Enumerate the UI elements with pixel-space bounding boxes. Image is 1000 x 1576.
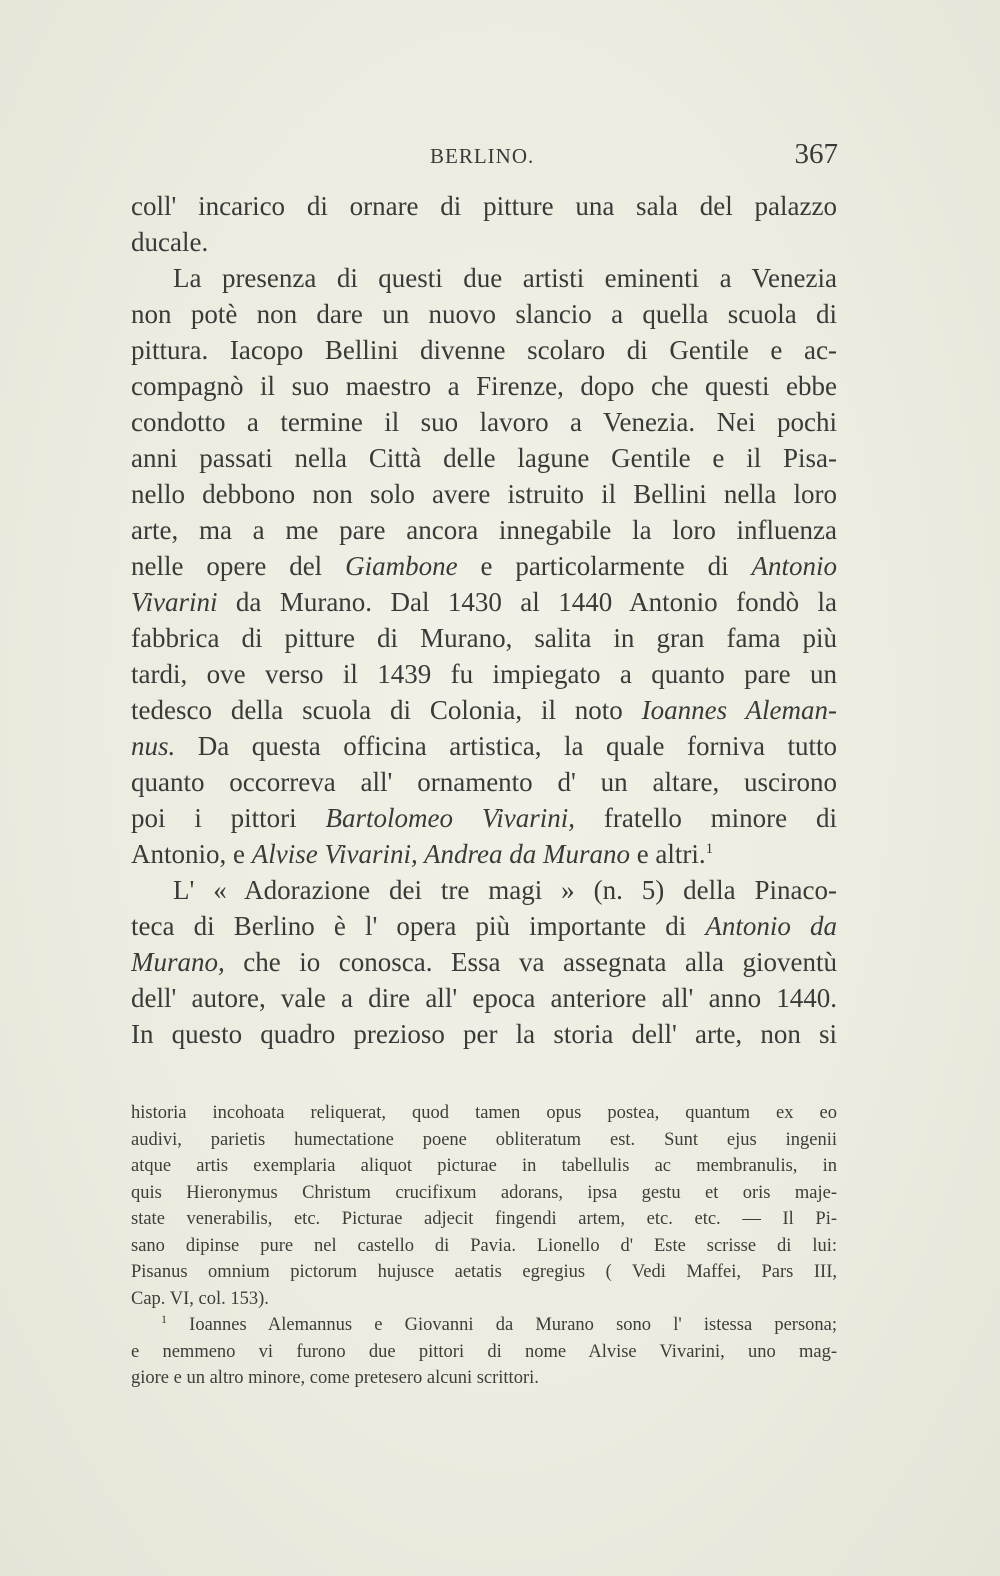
- text-line: quanto occorreva all' ornamento d' un altare, uscirono: [131, 767, 837, 797]
- footnote-line: sano dipinse pure nel castello di Pavia. Lionello d' Este scrisse di lui:: [131, 1235, 837, 1256]
- text-line: condotto a termine il suo lavoro a Venezia. Nei pochi: [131, 407, 837, 437]
- text-run: che io conosca. Essa va assegnata alla gioventù: [224, 947, 837, 977]
- main-text: [131, 188, 837, 1052]
- text-line: [131, 692, 837, 728]
- text-line: dell' autore, vale a dire all' epoca anteriore all' anno 1440.: [131, 983, 837, 1013]
- footnote-line: atque artis exemplaria aliquot picturae in tabellulis ac membranulis, in: [131, 1156, 837, 1176]
- text-run: da Murano. Dal 1430 al 1440 Antonio fondò la: [217, 587, 837, 617]
- running-head: BERLINO.: [430, 144, 535, 168]
- italic-name-alvise: Alvise Vivarini, Andrea da Murano: [251, 839, 630, 869]
- italic-name-vivarini: Vivarini: [131, 587, 218, 617]
- footnote-line: giore e un altro minore, come pretesero alcuni scrittori.: [131, 1368, 539, 1388]
- footnote-ref: 1: [705, 841, 714, 857]
- text-line: tardi, ove verso il 1439 fu impiegato a quanto pare un: [131, 659, 837, 689]
- text-run: e particolarmente di: [457, 551, 752, 581]
- text-run: tedesco della scuola di Colonia, il noto: [131, 695, 642, 725]
- text-line: anni passati nella Città delle lagune Gentile e il Pisa-: [131, 443, 837, 473]
- text-run: fratello minore di: [575, 803, 837, 833]
- footnote-line: Cap. VI, col. 153).: [131, 1288, 269, 1309]
- text-line: L' « Adorazione dei tre magi » (n. 5) della Pinaco-: [173, 875, 837, 905]
- text-line: ducale.: [131, 227, 209, 257]
- text-line: [131, 944, 837, 980]
- footnotes: [131, 1100, 837, 1392]
- italic-name-ioannes: Ioannes Aleman-: [641, 695, 837, 725]
- text-line: [131, 548, 837, 584]
- footnote-line: [131, 1312, 837, 1339]
- text-line: La presenza di questi due artisti eminenti a Venezia: [173, 263, 837, 293]
- text-line: non potè non dare un nuovo slancio a quella scuola di: [131, 299, 837, 329]
- text-line: nello debbono non solo avere istruito il Bellini nella loro: [131, 479, 837, 509]
- text-run: Da questa officina artistica, la quale forniva tutto: [175, 731, 837, 761]
- text-line: [131, 728, 837, 764]
- text-run: Antonio, e: [131, 839, 252, 869]
- text-line: [131, 908, 837, 944]
- footnote-line: state venerabilis, etc. Picturae adjecit fingendi artem, etc. etc. — Il Pi-: [131, 1209, 837, 1229]
- footnote-marker: 1: [161, 1312, 167, 1326]
- italic-name-giambone: Giambone: [345, 551, 458, 581]
- text-line: arte, ma a me pare ancora innegabile la loro influenza: [131, 515, 837, 545]
- text-line: coll' incarico di ornare di pitture una sala del palazzo: [131, 191, 837, 221]
- footnote-line: historia incohoata reliquerat, quod tamen opus postea, quantum ex eo: [131, 1103, 837, 1123]
- text-line: pittura. Iacopo Bellini divenne scolaro di Gentile e ac-: [131, 335, 837, 365]
- page-header: [130, 138, 838, 178]
- footnote-line: audivi, parietis humectatione poene obliteratum est. Sunt ejus ingenii: [131, 1129, 837, 1150]
- text-run: nelle opere del: [131, 551, 346, 581]
- text-line: fabbrica di pitture di Murano, salita in gran fama più: [131, 623, 837, 653]
- italic-name-bartolomeo: Bartolomeo Vivarini,: [325, 803, 576, 833]
- text-run: poi i pittori: [131, 803, 326, 833]
- text-line: [131, 836, 837, 872]
- text-run: teca di Berlino è l' opera più importante di: [131, 911, 706, 941]
- text-line: compagnò il suo maestro a Firenze, dopo che questi ebbe: [131, 371, 837, 401]
- text-run: e altri.: [629, 839, 706, 869]
- italic-name-antonio-da: Antonio da: [705, 911, 837, 941]
- text-run: Ioannes Alemannus e Giovanni da Murano sono l' istessa persona;: [167, 1315, 837, 1335]
- footnote-line: e nemmeno vi furono due pittori di nome Alvise Vivarini, uno mag-: [131, 1341, 837, 1362]
- text-line: [131, 800, 837, 836]
- page-number: 367: [794, 138, 838, 170]
- text-line: [131, 584, 837, 620]
- footnote-line: Pisanus omnium pictorum hujusce aetatis egregius ( Vedi Maffei, Pars III,: [131, 1262, 837, 1282]
- footnote-line: quis Hieronymus Christum crucifixum adorans, ipsa gestu et oris maje-: [131, 1182, 837, 1203]
- italic-name-alemannus: nus.: [131, 731, 176, 761]
- text-line: In questo quadro prezioso per la storia dell' arte, non si: [131, 1019, 837, 1049]
- italic-name-antonio: Antonio: [751, 551, 837, 581]
- italic-name-murano: Murano,: [131, 947, 225, 977]
